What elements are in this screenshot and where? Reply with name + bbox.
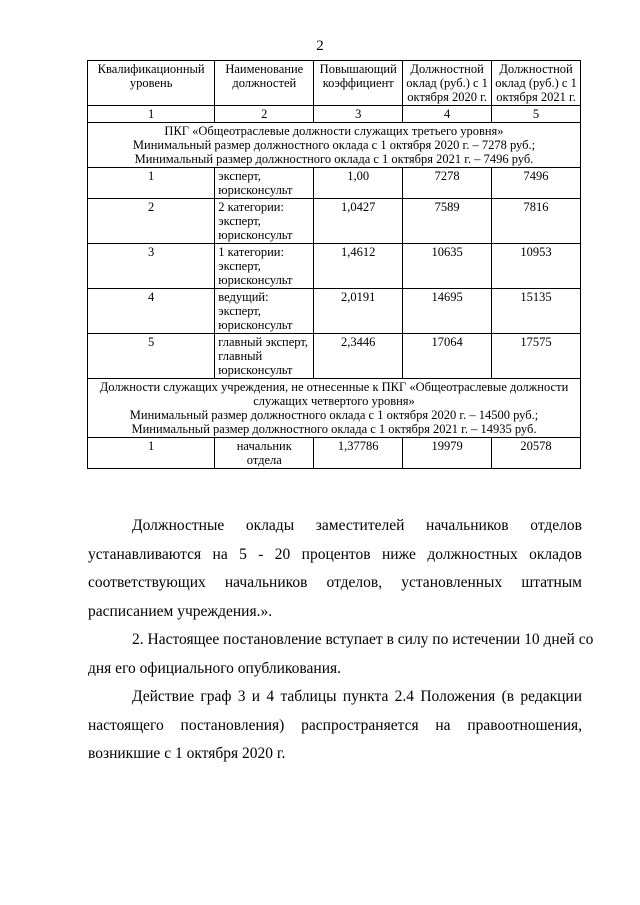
- header-salary-2021: Должностной оклад (руб.) с 1 октября 2021 г.: [492, 61, 581, 106]
- header-salary-2020: Должностной оклад (руб.) с 1 октября 2020 г.: [403, 61, 492, 106]
- paragraph-line: соответствующих начальников отделов, установленных штатным: [88, 574, 582, 591]
- level-cell: 4: [88, 289, 215, 334]
- salary-2021-cell: 7496: [492, 168, 581, 199]
- salary-2020-cell: 10635: [403, 244, 492, 289]
- group-title: ПКГ «Общеотраслевые должности служащих третьего уровня»: [164, 124, 504, 138]
- salary-2020-cell: 7278: [403, 168, 492, 199]
- salary-2021-cell: 15135: [492, 289, 581, 334]
- paragraph-line: настоящего постановления) распространяется на правоотношения,: [88, 716, 582, 734]
- salary-2021-cell: 20578: [492, 438, 581, 469]
- column-number: 4: [403, 106, 492, 123]
- group-min-salary-2020: Минимальный размер должностного оклада с 1 октября 2020 г. – 14500 руб.;: [129, 408, 539, 422]
- group-header-row: [88, 379, 581, 438]
- level-cell: 3: [88, 244, 215, 289]
- group-header: [88, 123, 581, 168]
- column-number: 5: [492, 106, 581, 123]
- group-min-salary-2021: Минимальный размер должностного оклада с 1 октября 2021 г. – 7496 руб.: [134, 152, 534, 166]
- group-min-salary-2020: Минимальный размер должностного оклада с 1 октября 2020 г. – 7278 руб.;: [132, 138, 536, 152]
- salary-2020-cell: 17064: [403, 334, 492, 379]
- salary-2020-cell: 14695: [403, 289, 492, 334]
- level-cell: 2: [88, 199, 215, 244]
- header-qualification-level: Квалификационный уровень: [88, 61, 215, 106]
- level-cell: 1: [88, 168, 215, 199]
- paragraph-line: Должностные оклады заместителей начальников отделов: [132, 517, 582, 534]
- position-cell: главный эксперт, главный юрисконсульт: [215, 334, 314, 379]
- group-header: [88, 379, 581, 438]
- paragraph-line: Действие граф 3 и 4 таблицы пункта 2.4 Положения (в редакции: [132, 688, 582, 705]
- paragraph-effective-date: [88, 626, 594, 683]
- position-cell: ведущий: эксперт, юрисконсульт: [215, 289, 314, 334]
- table-row: [88, 334, 581, 379]
- level-cell: 5: [88, 334, 215, 379]
- page-number: 2: [316, 38, 324, 54]
- salary-2021-cell: 17575: [492, 334, 581, 379]
- paragraph-deputy-salaries: [88, 512, 582, 626]
- header-position-name: Наименование должностей: [215, 61, 314, 106]
- coefficient-cell: 1,00: [314, 168, 403, 199]
- table-row: [88, 289, 581, 334]
- group-header-row: [88, 123, 581, 168]
- column-number: 1: [88, 106, 215, 123]
- table-row: [88, 199, 581, 244]
- level-cell: 1: [88, 438, 215, 469]
- coefficient-cell: 1,4612: [314, 244, 403, 289]
- position-cell: 1 категории: эксперт, юрисконсульт: [215, 244, 314, 289]
- position-cell: начальник отдела: [215, 438, 314, 469]
- column-number: 2: [215, 106, 314, 123]
- position-cell: 2 категории: эксперт, юрисконсульт: [215, 199, 314, 244]
- coefficient-cell: 2,3446: [314, 334, 403, 379]
- position-cell: эксперт, юрисконсульт: [215, 168, 314, 199]
- table-header-row: [88, 61, 581, 106]
- table-row: [88, 438, 581, 469]
- coefficient-cell: 1,0427: [314, 199, 403, 244]
- coefficient-cell: 1,37786: [314, 438, 403, 469]
- salary-2020-cell: 19979: [403, 438, 492, 469]
- salary-2021-cell: 10953: [492, 244, 581, 289]
- paragraph-line: расписанием учреждения.».: [88, 602, 273, 620]
- paragraph-line: возникшие с 1 октября 2020 г.: [88, 745, 286, 762]
- paragraph-line: дня его официального опубликования.: [88, 659, 342, 677]
- coefficient-cell: 2,0191: [314, 289, 403, 334]
- paragraph-line: устанавливаются на 5 - 20 процентов ниже должностных окладов: [88, 545, 582, 563]
- header-coefficient: Повышающий коэффициент: [314, 61, 403, 106]
- column-number-row: [88, 106, 581, 123]
- salary-table: [87, 60, 581, 469]
- salary-2021-cell: 7816: [492, 199, 581, 244]
- table-row: [88, 168, 581, 199]
- salary-2020-cell: 7589: [403, 199, 492, 244]
- column-number: 3: [314, 106, 403, 123]
- paragraph-line: 2. Настоящее постановление вступает в силу по истечении 10 дней со: [132, 631, 594, 648]
- table-row: [88, 244, 581, 289]
- group-title: Должности служащих учреждения, не отнесенные к ПКГ «Общеотраслевые должности служащих четвертого уровня»: [99, 380, 569, 408]
- paragraph-retroactive: [88, 683, 582, 769]
- group-min-salary-2021: Минимальный размер должностного оклада с 1 октября 2021 г. – 14935 руб.: [131, 422, 537, 436]
